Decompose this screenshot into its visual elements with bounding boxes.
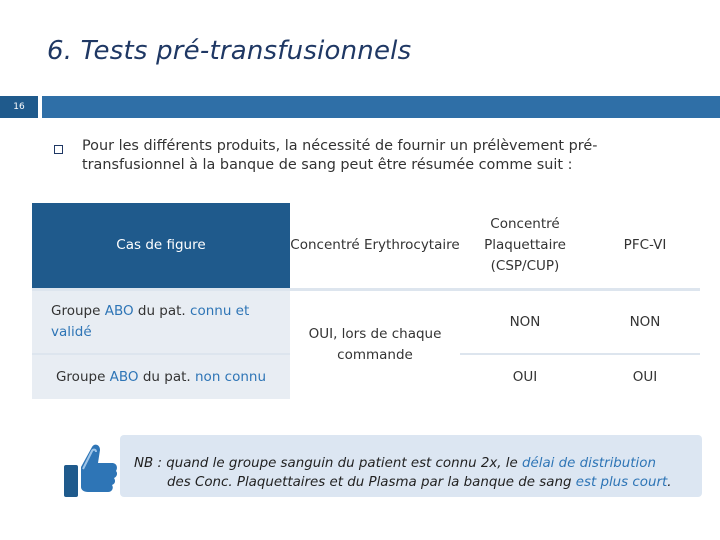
row1-plaquettaire: NON — [460, 291, 590, 353]
row2-plaquettaire: OUI — [460, 355, 590, 399]
slide-number: 16 — [0, 96, 38, 118]
row1-case-text-known: connu et validé — [51, 303, 250, 340]
note-line1-a: NB : quand le groupe sanguin du patient est connu 2x, le — [134, 456, 522, 471]
note-box — [120, 435, 702, 497]
row1-case-text-c: du pat. — [133, 303, 191, 319]
slide-header-band — [0, 96, 720, 118]
row1-case-text-abo: ABO — [104, 303, 134, 319]
note-line2-a: des Conc. Plaquettaires et du Plasma par la banque de sang — [167, 475, 576, 490]
transfusion-table — [32, 203, 700, 399]
header-concentre-plaquettaire: Concentré Plaquettaire (CSP/CUP) — [460, 203, 590, 288]
thumbs-up-icon — [62, 441, 118, 499]
slide-title: 6. Tests pré-transfusionnels — [47, 36, 412, 66]
header-pfc-vi: PFC-VI — [590, 203, 700, 288]
header-concentre-erythrocytaire: Concentré Erythrocytaire — [290, 203, 460, 288]
note-line2 — [134, 473, 692, 492]
row-unknown-group-case — [32, 355, 290, 399]
row2-case-text-unknown: non connu — [195, 368, 267, 385]
header-bar — [42, 96, 720, 118]
header-case: Cas de figure — [32, 203, 290, 288]
note-line1-highlight: délai de distribution — [522, 456, 656, 471]
row1-pfc: NON — [590, 291, 700, 353]
note-line2-end: . — [667, 475, 672, 490]
row1-case-text-a: Groupe — [51, 303, 105, 319]
bullet-square-icon — [54, 145, 63, 154]
row2-case-text-abo: ABO — [109, 368, 139, 385]
intro-text: Pour les différents produits, la nécessité de fournir un prélèvement pré-transfusionnel à la banque de sang peut être résumée comme suit : — [82, 138, 598, 173]
row2-pfc: OUI — [590, 355, 700, 399]
row2-case-text-a: Groupe — [55, 368, 110, 385]
merged-erythrocyte-cell: OUI, lors de chaque commande — [290, 291, 460, 399]
note-line2-highlight: est plus court — [575, 475, 668, 490]
row2-case-text-c: du pat. — [138, 368, 195, 385]
row-known-group-case — [32, 291, 290, 353]
